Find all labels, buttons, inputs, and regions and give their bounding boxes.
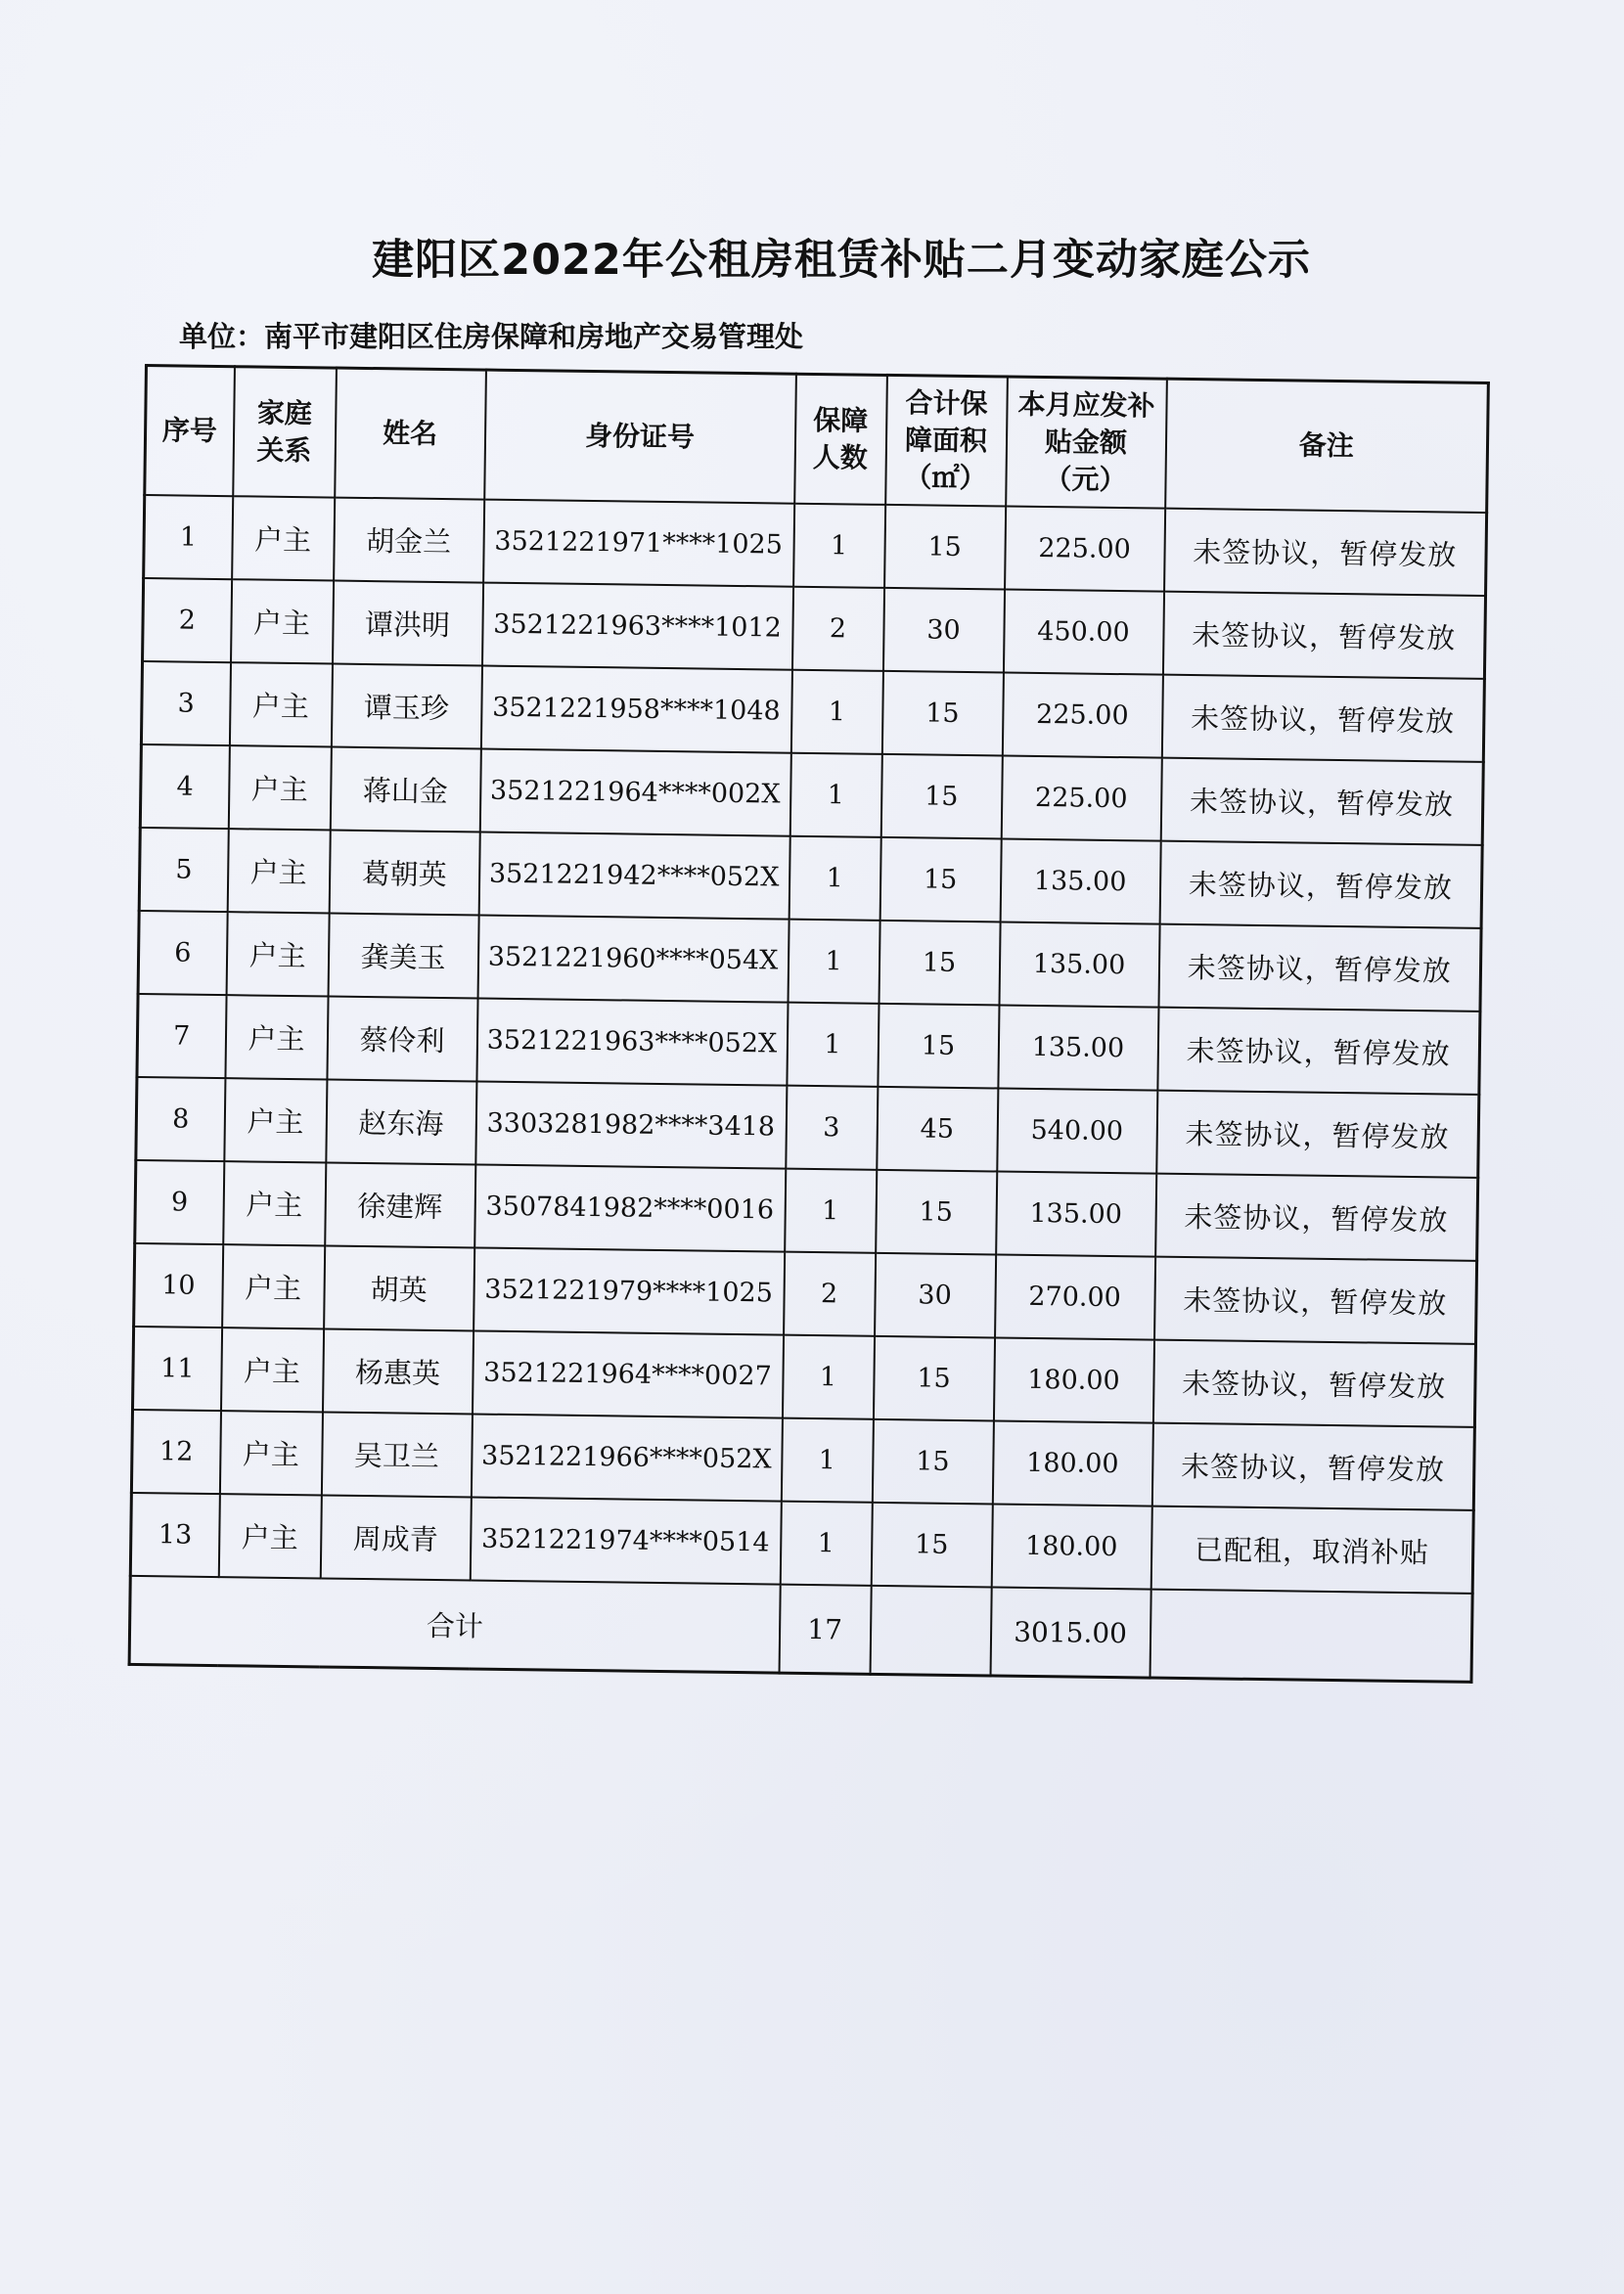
cell-people: 2	[791, 587, 883, 671]
cell-amount: 180.00	[992, 1420, 1152, 1506]
cell-seq: 3	[141, 661, 230, 745]
cell-id-number: 3521221974****0514	[470, 1497, 781, 1584]
cell-amount: 135.00	[998, 1005, 1158, 1090]
cell-people: 2	[784, 1252, 876, 1336]
cell-amount: 135.00	[1000, 838, 1160, 923]
cell-people: 1	[788, 920, 880, 1004]
cell-id-number: 3521221964****002X	[479, 749, 790, 836]
header-area: 合计保障面积（㎡）	[885, 375, 1008, 506]
cell-people: 1	[780, 1502, 872, 1586]
cell-amount: 135.00	[999, 922, 1159, 1007]
cell-name: 蔡伶利	[327, 997, 477, 1082]
cell-seq: 4	[140, 744, 229, 829]
cell-relation: 户主	[218, 1494, 321, 1578]
cell-amount: 135.00	[996, 1171, 1156, 1256]
cell-name: 谭玉珍	[331, 664, 481, 749]
cell-id-number: 3303281982****3418	[475, 1081, 787, 1168]
header-id-number: 身份证号	[484, 370, 796, 504]
cell-amount: 225.00	[1001, 756, 1161, 841]
cell-name: 谭洪明	[333, 581, 483, 666]
cell-id-number: 3521221942****052X	[478, 832, 789, 920]
cell-area: 15	[880, 837, 1001, 922]
cell-people: 1	[790, 670, 882, 754]
cell-area: 15	[880, 754, 1002, 839]
cell-people: 3	[786, 1086, 878, 1170]
cell-seq: 9	[135, 1160, 224, 1244]
cell-seq: 5	[139, 828, 228, 912]
unit-line: 单位：南平市建阳区住房保障和房地产交易管理处	[179, 320, 804, 353]
cell-seq: 8	[136, 1077, 225, 1161]
cell-amount: 540.00	[997, 1088, 1157, 1173]
cell-seq: 10	[134, 1243, 223, 1327]
cell-area: 15	[879, 921, 1000, 1006]
cell-seq: 1	[144, 495, 233, 579]
total-people: 17	[779, 1585, 871, 1675]
cell-relation: 户主	[224, 1078, 327, 1162]
header-relation: 家庭关系	[233, 367, 337, 498]
cell-seq: 2	[143, 578, 232, 662]
cell-people: 1	[789, 753, 881, 837]
header-name: 姓名	[335, 368, 486, 499]
document-title: 建阳区2022年公租房租赁补贴二月变动家庭公示	[372, 236, 1311, 285]
cell-relation: 户主	[225, 995, 328, 1079]
cell-amount: 270.00	[995, 1254, 1155, 1339]
cell-id-number: 3507841982****0016	[474, 1164, 786, 1251]
cell-area: 30	[875, 1253, 996, 1338]
table-body	[130, 495, 1486, 1594]
header-seq: 序号	[145, 366, 235, 497]
total-amount: 3015.00	[990, 1587, 1150, 1678]
cell-note: 未签协议，暂停发放	[1155, 1174, 1478, 1261]
cell-note: 未签协议，暂停发放	[1162, 592, 1485, 679]
header-row	[145, 366, 1489, 513]
cell-area: 15	[872, 1419, 993, 1505]
cell-note: 未签协议，暂停发放	[1154, 1257, 1477, 1344]
cell-name: 胡金兰	[334, 498, 484, 583]
cell-name: 蒋山金	[330, 747, 480, 832]
cell-people: 1	[793, 504, 885, 588]
cell-relation: 户主	[231, 579, 334, 663]
cell-note: 未签协议，暂停发放	[1164, 509, 1487, 596]
cell-amount: 225.00	[1002, 673, 1162, 758]
table-container	[128, 364, 1487, 1684]
cell-relation: 户主	[219, 1411, 322, 1495]
cell-people: 1	[789, 836, 880, 921]
cell-note: 未签协议，暂停发放	[1157, 1008, 1480, 1095]
header-amount: 本月应发补贴金额（元）	[1006, 377, 1167, 509]
cell-id-number: 3521221979****1025	[474, 1247, 785, 1334]
cell-name: 杨惠英	[322, 1328, 473, 1414]
cell-relation: 户主	[226, 912, 329, 996]
cell-relation: 户主	[220, 1327, 323, 1412]
cell-id-number: 3521221963****1012	[481, 583, 792, 670]
cell-id-number: 3521221966****052X	[471, 1414, 782, 1501]
cell-seq: 13	[130, 1493, 219, 1577]
cell-id-number: 3521221958****1048	[480, 666, 791, 753]
cell-area: 15	[876, 1170, 997, 1255]
cell-note: 未签协议，暂停发放	[1160, 758, 1483, 845]
cell-note: 未签协议，暂停发放	[1161, 675, 1484, 762]
cell-people: 1	[787, 1003, 879, 1087]
cell-seq: 6	[138, 911, 227, 995]
cell-id-number: 3521221963****052X	[476, 999, 788, 1086]
cell-relation: 户主	[229, 662, 332, 746]
cell-seq: 7	[137, 994, 226, 1078]
cell-note: 未签协议，暂停发放	[1159, 841, 1482, 928]
cell-name: 周成青	[320, 1495, 471, 1580]
cell-note: 已配租，取消补贴	[1150, 1507, 1473, 1594]
cell-area: 30	[882, 588, 1004, 673]
cell-id-number: 3521221971****1025	[483, 500, 794, 587]
header-note: 备注	[1165, 379, 1489, 513]
cell-relation: 户主	[228, 745, 331, 830]
cell-note: 未签协议，暂停发放	[1158, 924, 1481, 1012]
cell-seq: 11	[133, 1327, 222, 1411]
cell-people: 1	[785, 1169, 877, 1253]
cell-name: 徐建辉	[325, 1162, 475, 1247]
total-label: 合计	[129, 1576, 780, 1673]
cell-note: 未签协议，暂停发放	[1152, 1340, 1475, 1427]
cell-note: 未签协议，暂停发放	[1151, 1423, 1474, 1510]
cell-relation: 户主	[222, 1244, 325, 1328]
cell-area: 45	[877, 1087, 998, 1172]
cell-amount: 225.00	[1005, 507, 1165, 592]
cell-name: 葛朝英	[329, 831, 479, 916]
cell-area: 15	[873, 1336, 994, 1421]
cell-name: 赵东海	[326, 1079, 476, 1164]
cell-note: 未签协议，暂停发放	[1156, 1091, 1479, 1178]
cell-area: 15	[878, 1004, 999, 1089]
total-area	[870, 1586, 991, 1676]
cell-area: 15	[884, 505, 1006, 590]
cell-id-number: 3521221964****0027	[472, 1330, 783, 1417]
cell-seq: 12	[131, 1410, 220, 1494]
cell-relation: 户主	[227, 829, 330, 913]
cell-people: 1	[781, 1418, 873, 1503]
cell-people: 1	[782, 1335, 874, 1419]
total-note	[1150, 1590, 1472, 1683]
cell-relation: 户主	[232, 496, 335, 580]
cell-area: 15	[871, 1503, 992, 1588]
header-people: 保障人数	[794, 374, 887, 505]
total-row	[129, 1576, 1472, 1682]
subsidy-table	[128, 364, 1490, 1684]
cell-amount: 450.00	[1003, 590, 1163, 675]
cell-amount: 180.00	[991, 1504, 1151, 1589]
cell-name: 龚美玉	[328, 914, 478, 999]
cell-relation: 户主	[223, 1161, 326, 1245]
cell-area: 15	[881, 671, 1003, 756]
cell-name: 吴卫兰	[321, 1412, 472, 1497]
cell-id-number: 3521221960****054X	[477, 916, 789, 1003]
cell-name: 胡英	[324, 1245, 474, 1330]
cell-amount: 180.00	[993, 1337, 1153, 1422]
